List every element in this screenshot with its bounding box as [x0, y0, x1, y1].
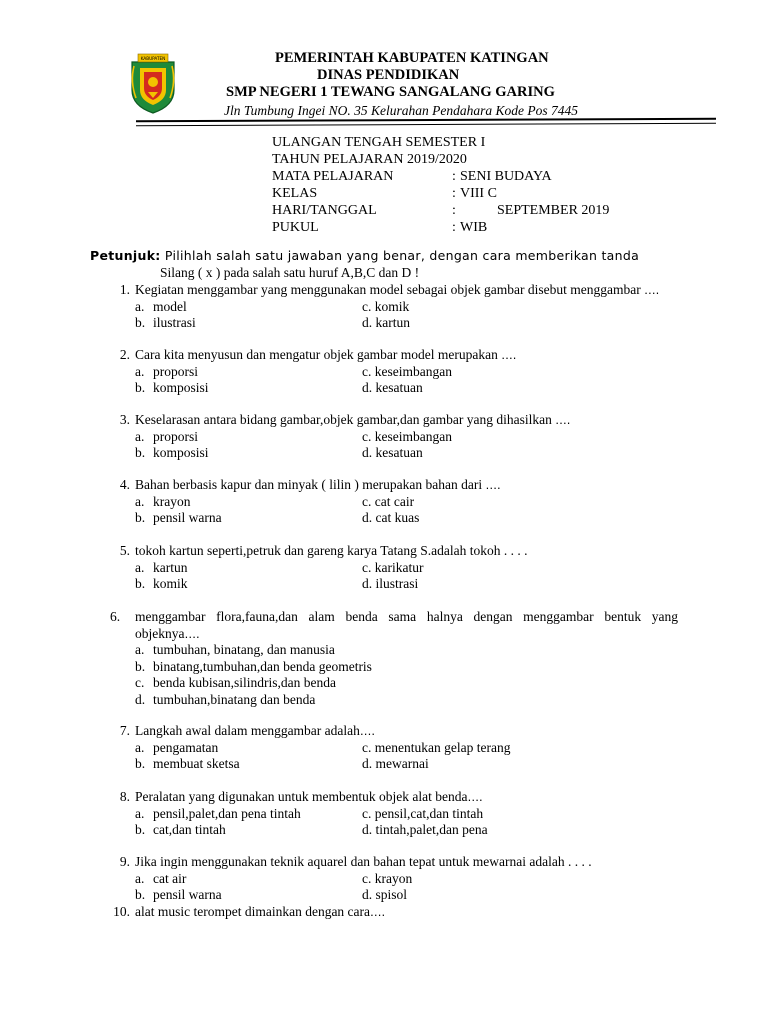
option-b[interactable]: b. ilustrasi	[135, 315, 196, 330]
option-c[interactable]: c. menentukan gelap terang	[362, 739, 511, 755]
info-colon: :	[452, 169, 456, 184]
question-number: 10.	[113, 904, 130, 919]
question	[110, 347, 678, 397]
question-text: Peralatan yang digunakan untuk membentuk objek alat benda	[135, 789, 468, 804]
question	[110, 477, 678, 527]
info-value: SENI BUDAYA	[460, 169, 552, 184]
info-colon: :	[452, 203, 456, 218]
question-dots: ….	[485, 478, 501, 492]
option-c[interactable]: c. keseimbangan	[362, 363, 452, 379]
question-text: Bahan berbasis kapur dan minyak ( lilin ) merupakan bahan dari	[135, 477, 483, 492]
info-label: HARI/TANGGAL	[272, 203, 377, 218]
academic-year: TAHUN PELAJARAN 2019/2020	[272, 152, 467, 167]
question-number: 5.	[119, 543, 130, 558]
question	[110, 904, 678, 921]
option-a[interactable]: a. kartun	[135, 559, 188, 575]
option-d[interactable]: d. kesatuan	[362, 445, 423, 460]
question-text-continued: objeknya	[135, 625, 185, 641]
question-text: Jika ingin menggunakan teknik aquarel dan bahan tepat untuk mewarnai adalah	[135, 854, 565, 869]
question-dots: ….	[555, 413, 571, 427]
question-number: 1.	[119, 282, 130, 297]
option-b[interactable]: b. komik	[135, 576, 188, 591]
question	[110, 412, 678, 462]
exam-title: ULANGAN TENGAH SEMESTER I	[272, 135, 486, 150]
question-dots: ….	[501, 348, 517, 362]
option-d[interactable]: d. spisol	[362, 887, 408, 902]
option-c[interactable]: c. cat cair	[362, 493, 415, 509]
letterhead-rule-thick	[136, 118, 716, 123]
option-d[interactable]: d. tintah,palet,dan pena	[362, 822, 488, 837]
option-a[interactable]: a. pensil,palet,dan pena tintah	[135, 805, 301, 821]
option-b[interactable]: b. pensil warna	[135, 510, 222, 525]
option-a[interactable]: a. proporsi	[135, 363, 198, 379]
question-text: tokoh kartun seperti,petruk dan gareng karya Tatang S.adalah tokoh	[135, 543, 501, 558]
question-number: 2.	[119, 347, 130, 362]
instructions-label: Petunjuk:	[90, 248, 161, 263]
question-text: Langkah awal dalam menggambar adalah	[135, 723, 360, 738]
question-number: 8.	[119, 789, 130, 804]
option-a[interactable]: a. proporsi	[135, 428, 198, 444]
question	[110, 609, 678, 708]
question-number: 3.	[119, 412, 130, 427]
option-c[interactable]: c. krayon	[362, 870, 413, 886]
option-a[interactable]: a. krayon	[135, 493, 191, 509]
letterhead-government: PEMERINTAH KABUPATEN KATINGAN	[275, 50, 549, 66]
option-b[interactable]: b. pensil warna	[135, 887, 222, 902]
letterhead-rule-thin	[136, 123, 716, 127]
question-number: 4.	[119, 477, 130, 492]
option-c[interactable]: c. benda kubisan,silindris,dan benda	[135, 675, 336, 690]
option-b[interactable]: b. komposisi	[135, 445, 209, 460]
question	[110, 543, 678, 593]
question-dots: ….	[184, 626, 200, 641]
question	[110, 723, 678, 773]
info-value: VIII C	[460, 186, 497, 201]
option-b[interactable]: b. komposisi	[135, 380, 209, 395]
option-d[interactable]: d. ilustrasi	[362, 576, 419, 591]
option-a[interactable]: a. cat air	[135, 870, 187, 886]
info-label: MATA PELAJARAN	[272, 169, 394, 184]
question-text: alat music terompet dimainkan dengan cara	[135, 904, 371, 919]
question-number: 6.	[110, 609, 121, 624]
option-a[interactable]: a. model	[135, 298, 187, 314]
question-number: 7.	[119, 723, 130, 738]
info-label: PUKUL	[272, 220, 319, 235]
question-text: menggambar flora,fauna,dan alam benda sama halnya dengan menggambar bentuk yang	[135, 609, 678, 624]
instructions	[90, 248, 639, 263]
question-dots: . . . .	[503, 543, 528, 558]
info-value: WIB	[460, 220, 488, 235]
option-d[interactable]: d. cat kuas	[362, 510, 420, 525]
question-dots: ….	[370, 905, 386, 919]
question	[110, 789, 678, 839]
question-dots: ….	[644, 283, 660, 297]
option-c[interactable]: c. keseimbangan	[362, 428, 452, 444]
info-colon: :	[452, 186, 456, 201]
option-d[interactable]: d. kesatuan	[362, 380, 423, 395]
question-text: Kegiatan menggambar yang menggunakan model sebagai objek gambar disebut menggambar	[135, 282, 641, 297]
option-b[interactable]: b. cat,dan tintah	[135, 822, 226, 837]
letterhead-department: DINAS PENDIDIKAN	[317, 67, 460, 83]
option-d[interactable]: d. mewarnai	[362, 756, 429, 771]
info-label: KELAS	[272, 186, 318, 201]
option-b[interactable]: b. membuat sketsa	[135, 756, 240, 771]
option-a[interactable]: a. pengamatan	[135, 739, 219, 755]
option-d[interactable]: d. tumbuhan,binatang dan benda	[135, 691, 316, 707]
question-dots: ….	[467, 790, 483, 804]
option-c[interactable]: c. pensil,cat,dan tintah	[362, 805, 484, 821]
question	[110, 282, 678, 332]
question-text: Cara kita menyusun dan mengatur objek gambar model merupakan	[135, 347, 498, 362]
option-a[interactable]: a. tumbuhan, binatang, dan manusia	[135, 642, 335, 657]
instructions-text: Pilihlah salah satu jawaban yang benar, dengan cara memberikan tanda	[164, 248, 640, 263]
option-b[interactable]: b. binatang,tumbuhan,dan benda geometris	[135, 658, 372, 674]
question-number: 9.	[119, 854, 130, 869]
option-c[interactable]: c. karikatur	[362, 559, 424, 575]
question-text: Keselarasan antara bidang gambar,objek gambar,dan gambar yang dihasilkan	[135, 412, 552, 427]
letterhead-school: SMP NEGERI 1 TEWANG SANGALANG GARING	[226, 84, 555, 100]
kabupaten-katingan-logo	[128, 52, 178, 114]
info-colon: :	[452, 220, 456, 235]
info-value: SEPTEMBER 2019	[497, 203, 610, 218]
letterhead-address: Jln Tumbung Ingei NO. 35 Kelurahan Pendahara Kode Pos 7445	[224, 103, 578, 118]
option-d[interactable]: d. kartun	[362, 315, 410, 330]
question-dots: ….	[359, 724, 376, 738]
option-c[interactable]: c. komik	[362, 298, 410, 314]
question	[110, 854, 678, 904]
question-dots: . . . .	[567, 854, 592, 869]
svg-text:KABUPATEN: KABUPATEN	[140, 56, 166, 61]
instructions-line2: Silang ( x ) pada salah satu huruf A,B,C dan D !	[160, 265, 420, 280]
